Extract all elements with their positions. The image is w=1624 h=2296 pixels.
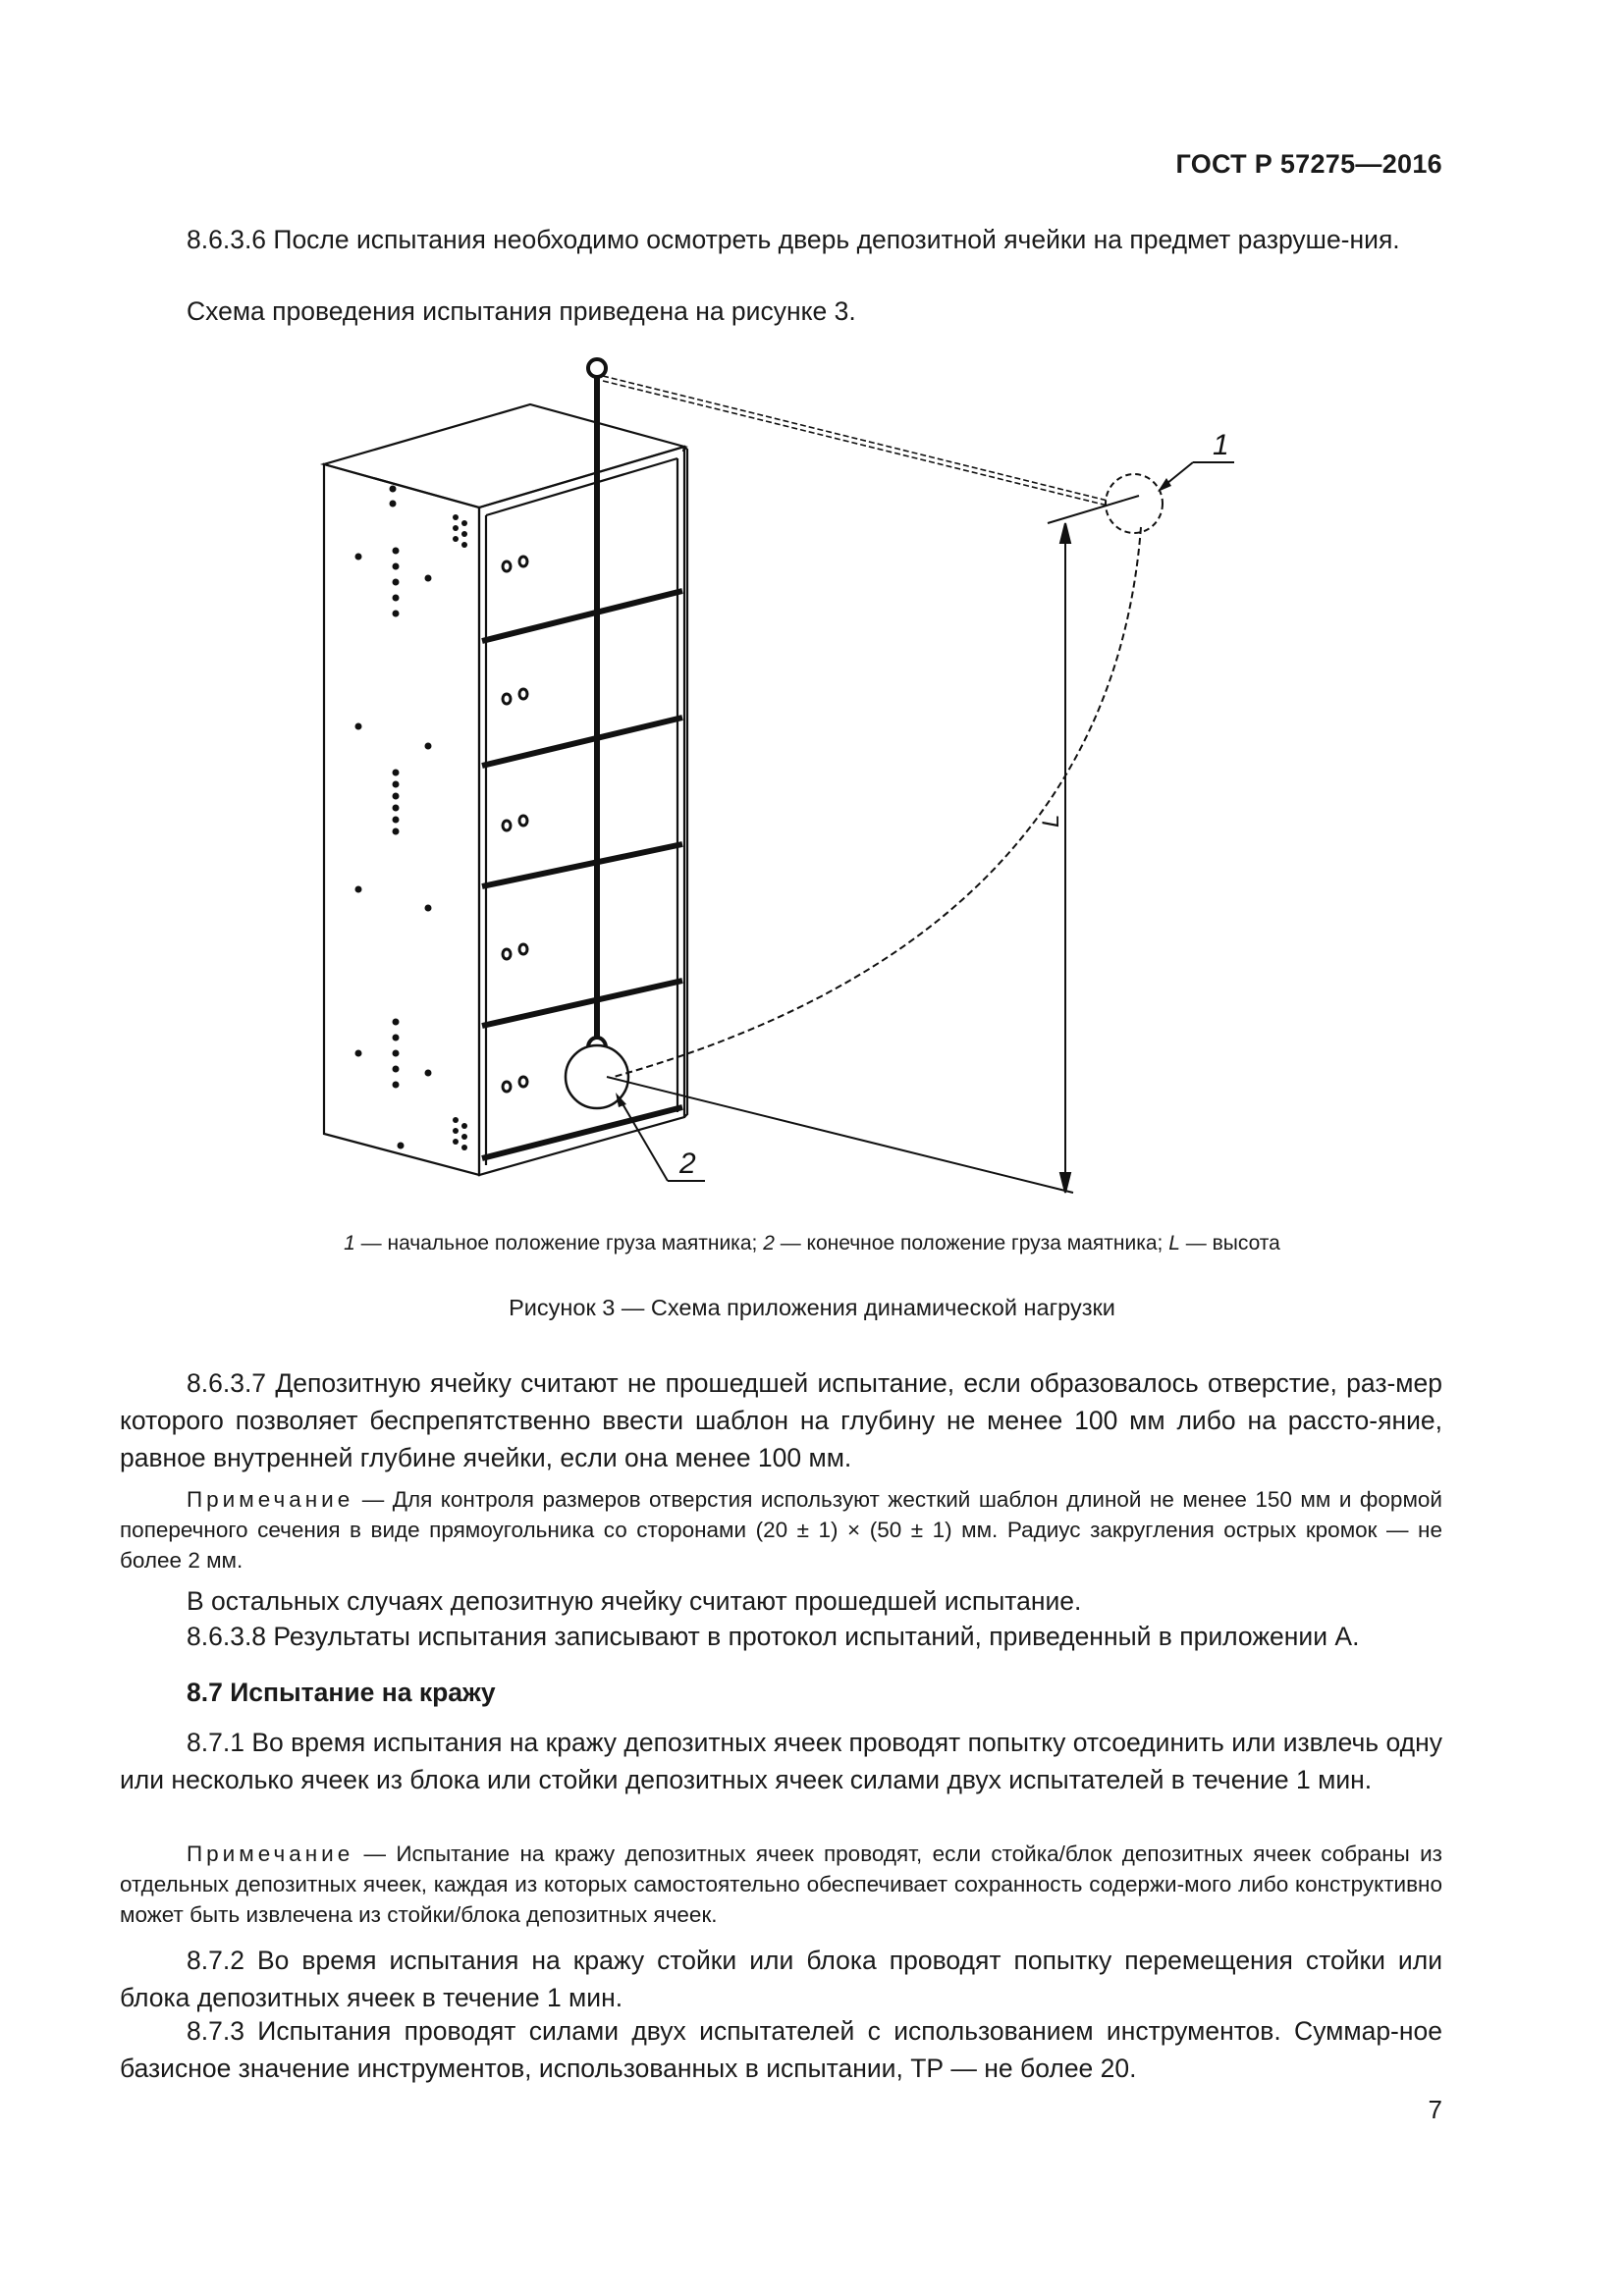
paragraph-text: 8.6.3.6 После испытания необходимо осмотреть дверь депозитной ячейки на предмет разруше-ния. — [187, 225, 1400, 254]
note-text — [120, 1839, 1442, 1930]
front-edge-holes — [453, 514, 467, 1150]
section-heading-8-7 — [120, 1674, 1442, 1711]
legend-text-L: — высота — [1179, 1232, 1280, 1255]
label-1: 1 — [1213, 429, 1229, 461]
paragraph-8-7-2 — [120, 1942, 1442, 2016]
paragraph-text: Схема проведения испытания приведена на рисунке 3. — [187, 296, 856, 326]
paragraph-text: 8.7.3 Испытания проводят силами двух испытателей с использованием инструментов. Суммар-ное базисное значение инструментов, использованных в испытании, ТР — не более 20. — [120, 2016, 1442, 2083]
note-label: Примечание — [187, 1487, 354, 1512]
label-2: 2 — [679, 1148, 696, 1180]
legend-num-2: 2 — [763, 1232, 775, 1255]
page-number: 7 — [1428, 2095, 1442, 2124]
heading-text: 8.7 Испытание на кражу — [187, 1678, 496, 1707]
legend-num-L: L — [1168, 1232, 1180, 1255]
note-2 — [120, 1839, 1442, 1930]
pivot-point — [588, 359, 606, 377]
paragraph-8-7-1 — [120, 1724, 1442, 1798]
cabinet-drawing — [324, 404, 687, 1175]
note-body: — Для контроля размеров отверстия используют жесткий шаблон длиной не менее 150 мм и формой поперечного сечения в виде прямоугольника со сторонами (20 ± 1) × (50 ± 1) мм. Радиус закругления острых кромок — не более 2 мм. — [120, 1487, 1442, 1573]
pendulum — [566, 359, 1163, 1108]
paragraph-text: В остальных случаях депозитную ячейку считают прошедшей испытание. — [187, 1586, 1082, 1616]
paragraph-8-7-3 — [120, 2012, 1442, 2087]
figure-legend — [0, 1232, 1624, 1255]
paragraph-8-6-3-7 — [120, 1364, 1442, 1476]
side-panel-holes — [355, 486, 432, 1149]
paragraph-text: 8.6.3.7 Депозитную ячейку считают не прошедшей испытание, если образовалось отверстие, раз-мер которого позволяет беспрепятственно ввести шаблон на глубину не менее 100 мм либо на рассто-яние, равное внутренней глубине ячейки, если она менее 100 мм. — [120, 1368, 1442, 1472]
cabinet-side-panel — [324, 464, 479, 1175]
paragraph-8-6-3-8 — [120, 1618, 1442, 1655]
note-1 — [120, 1484, 1442, 1575]
label-L: L — [1038, 814, 1064, 828]
legend-text-1: — начальное положение груза маятника; — [354, 1232, 764, 1255]
document-header: ГОСТ Р 57275—2016 — [1175, 149, 1442, 179]
note-label: Примечание — [187, 1842, 354, 1866]
note-body: — Испытание на кражу депозитных ячеек проводят, если стойка/блок депозитных ячеек собраны из отдельных депозитных ячеек, каждая из которых самостоятельно обеспечивает сохранность содержи-мого либо конструктивно может быть извлечена из стойки/блока депозитных ячеек. — [120, 1842, 1442, 1927]
cabinet-top-panel — [324, 404, 684, 507]
paragraph-scheme — [120, 293, 1442, 330]
swing-arc — [614, 527, 1141, 1077]
legend-text-2: — конечное положение груза маятника; — [774, 1232, 1169, 1255]
note-text — [120, 1484, 1442, 1575]
paragraph-text: 8.7.2 Во время испытания на кражу стойки или блока проводят попытку перемещения стойки или блока депозитных ячеек в течение 1 мин. — [120, 1946, 1442, 2012]
paragraph-text: 8.6.3.8 Результаты испытания записывают в протокол испытаний, приведенный в приложении А. — [187, 1622, 1360, 1651]
figure-3-pendulum-diagram — [295, 348, 1257, 1212]
callout-2 — [616, 1093, 705, 1181]
paragraph-text: 8.7.1 Во время испытания на кражу депозитных ячеек проводят попытку отсоединить или извлечь одну или несколько ячеек из блока или стойки депозитных ячеек силами двух испытателей в течение 1 мин. — [120, 1728, 1442, 1794]
paragraph-8-6-3-6 — [120, 221, 1442, 258]
figure-title: Рисунок 3 — Схема приложения динамической нагрузки — [509, 1295, 1115, 1320]
callout-1 — [1158, 429, 1234, 492]
paragraph-other-cases — [120, 1582, 1442, 1620]
legend-num-1: 1 — [344, 1232, 355, 1255]
